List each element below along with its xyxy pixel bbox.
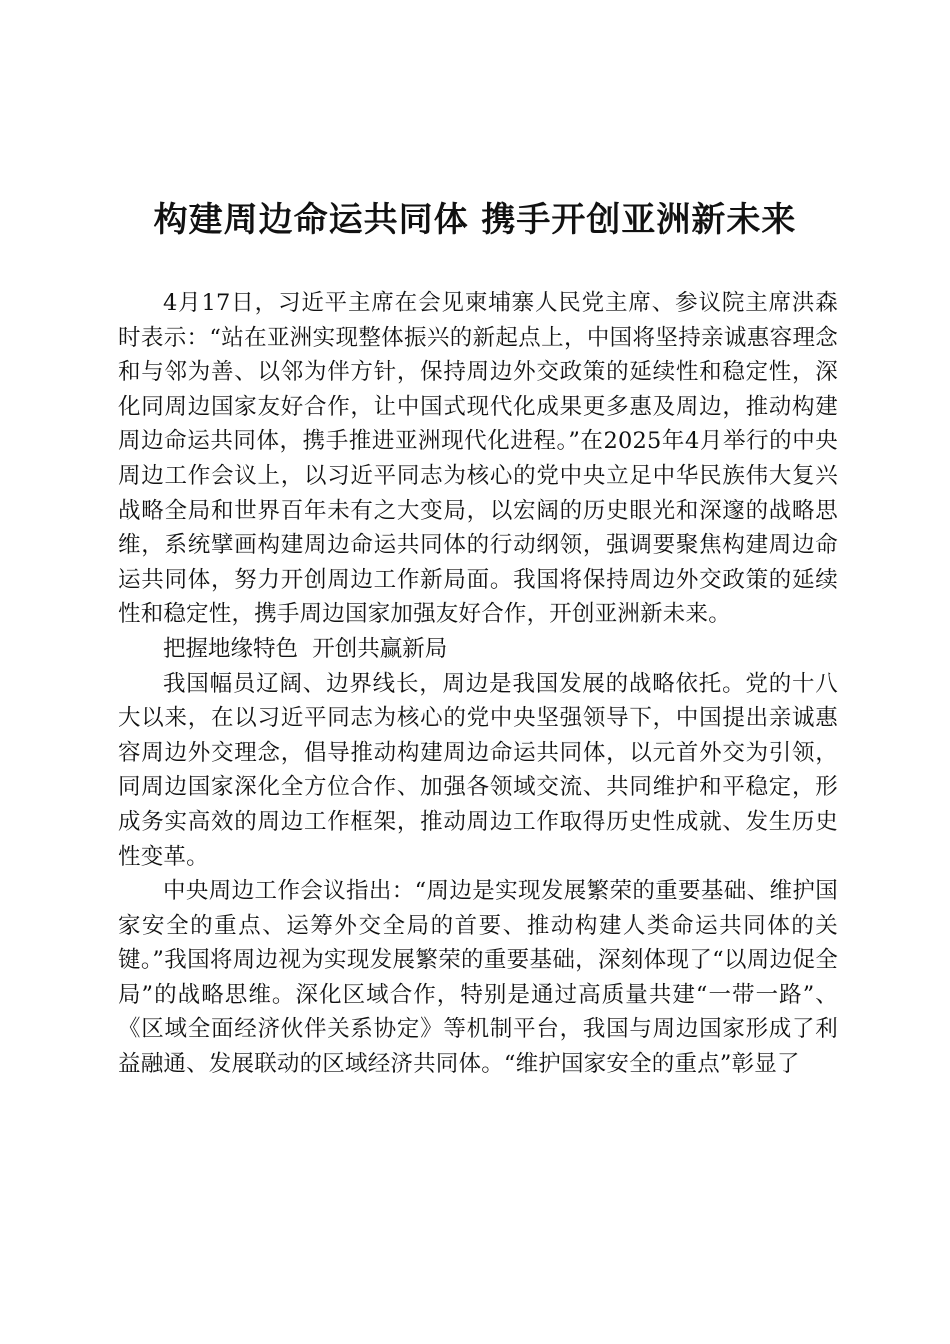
document-title: 构建周边命运共同体 携手开创亚洲新未来 (153, 200, 797, 240)
paragraph-conference: 中央周边工作会议指出：“周边是实现发展繁荣的重要基础、维护国家安全的重点、运筹外交全局的首要、推动构建人类命运共同体的关键。”我国将周边视为实现发展繁荣的重要基础，深刻体现了“以周边促全局”的战略思维。深化区域合作，特别是通过高质量共建“一带一路”、《区域全面经济伙伴关系协定》等机制平台，我国与周边国家形成了利益融通、发展联动的区域经济共同体。“维护国家安全的重点”彰显了 (118, 878, 838, 1078)
paragraph-intro: 4月17日，习近平主席在会见柬埔寨人民党主席、参议院主席洪森时表示：“站在亚洲实现整体振兴的新起点上，中国将坚持亲诚惠容理念和与邻为善、以邻为伴方针，保持周边外交政策的延续性和稳定性，深化同周边国家友好合作，让中国式现代化成果更多惠及周边，推动构建周边命运共同体，携手推进亚洲现代化进程。”在2025年4月举行的中央周边工作会议上，以习近平同志为核心的党中央立足中华民族伟大复兴战略全局和世界百年未有之大变局，以宏阔的历史眼光和深邃的战略思维，系统擘画构建周边命运共同体的行动纲领，强调要聚焦构建周边命运共同体，努力开创周边工作新局面。我国将保持周边外交政策的延续性和稳定性，携手周边国家加强友好合作，开创亚洲新未来。 (118, 290, 838, 628)
section-subheading: 把握地缘特色 开创共赢新局 (163, 635, 448, 662)
document-body (118, 286, 838, 1082)
paragraph-geography: 我国幅员辽阔、边界线长，周边是我国发展的战略依托。党的十八大以来，在以习近平同志为核心的党中央坚强领导下，中国提出亲诚惠容周边外交理念，倡导推动构建周边命运共同体，以元首外交为引领，同周边国家深化全方位合作、加强各领域交流、共同维护和平稳定，形成务实高效的周边工作框架，推动周边工作取得历史性成就、发生历史性变革。 (118, 670, 838, 870)
